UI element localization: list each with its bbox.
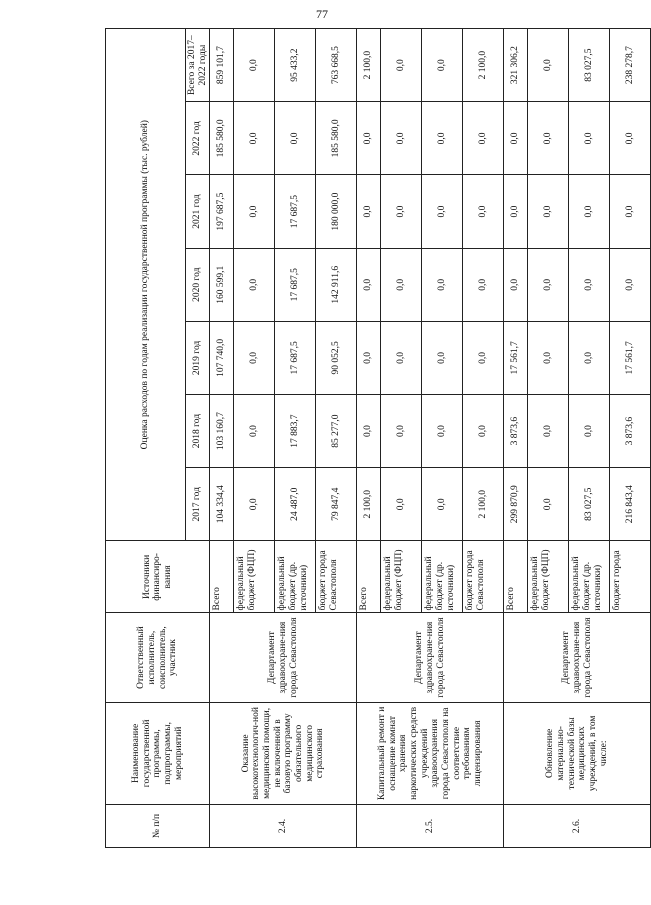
amount-cell: 0,0 — [422, 175, 463, 248]
funding-source: федеральный бюджет (др. источники) — [275, 541, 316, 613]
amount-cell: 17 561,7 — [610, 321, 651, 394]
amount-cell: 17 687,5 — [275, 175, 316, 248]
amount-cell: 0,0 — [357, 102, 381, 175]
table-body — [106, 29, 651, 848]
financing-table — [105, 28, 651, 848]
amount-cell: 85 277,0 — [316, 395, 357, 468]
amount-cell: 0,0 — [381, 102, 422, 175]
amount-cell: 180 000,0 — [316, 175, 357, 248]
amount-cell: 0,0 — [422, 468, 463, 541]
amount-cell: 0,0 — [504, 102, 528, 175]
amount-cell: 0,0 — [381, 175, 422, 248]
amount-cell: 0,0 — [381, 321, 422, 394]
header-year-2021: 2021 год — [186, 175, 210, 248]
header-year-2017: 2017 год — [186, 468, 210, 541]
amount-cell: 17 883,7 — [275, 395, 316, 468]
amount-cell: 0,0 — [463, 321, 504, 394]
total-cell: 0,0 — [381, 29, 422, 102]
amount-cell: 0,0 — [381, 395, 422, 468]
page-number: 77 — [316, 7, 328, 21]
funding-source: бюджет города Севастополя — [316, 541, 357, 613]
amount-cell: 160 599,1 — [210, 248, 234, 321]
amount-cell: 0,0 — [610, 248, 651, 321]
header-year-2018: 2018 год — [186, 395, 210, 468]
amount-cell: 24 487,0 — [275, 468, 316, 541]
amount-cell: 0,0 — [528, 102, 569, 175]
item-number: 2.6. — [504, 804, 651, 847]
amount-cell: 299 870,9 — [504, 468, 528, 541]
amount-cell: 0,0 — [569, 248, 610, 321]
amount-cell: 104 334,4 — [210, 468, 234, 541]
amount-cell: 0,0 — [528, 468, 569, 541]
item-name: Капитальный ремонт и оснащение комнат хранения наркотических средств учреждений здравоохранения города Севастополя на соответствие требованиям лицензирования — [357, 702, 504, 804]
amount-cell: 0,0 — [357, 395, 381, 468]
item-responsible: Департамент здравоохране-ния города Севастополя — [210, 613, 357, 702]
amount-cell: 0,0 — [357, 248, 381, 321]
amount-cell: 0,0 — [234, 248, 275, 321]
header-name: Наименование государственной программы, подпрограммы, мероприятий — [106, 702, 210, 804]
amount-cell: 216 843,4 — [610, 468, 651, 541]
amount-cell: 0,0 — [569, 395, 610, 468]
header-year-2019: 2019 год — [186, 321, 210, 394]
funding-source: Всего — [357, 541, 381, 613]
amount-cell: 103 160,7 — [210, 395, 234, 468]
amount-cell: 0,0 — [422, 395, 463, 468]
funding-source: федеральный бюджет (ФЦП) — [528, 541, 569, 613]
funding-source: бюджет города Севастополя — [463, 541, 504, 613]
amount-cell: 0,0 — [569, 102, 610, 175]
amount-cell: 0,0 — [569, 321, 610, 394]
amount-cell: 0,0 — [504, 175, 528, 248]
amount-cell: 0,0 — [610, 102, 651, 175]
table-row — [210, 29, 234, 848]
rotated-table-container — [105, 28, 635, 848]
amount-cell: 0,0 — [463, 248, 504, 321]
amount-cell: 0,0 — [422, 248, 463, 321]
funding-source: Всего — [504, 541, 528, 613]
amount-cell: 0,0 — [234, 102, 275, 175]
amount-cell: 17 687,5 — [275, 321, 316, 394]
header-row-1 — [106, 29, 186, 848]
amount-cell: 0,0 — [528, 395, 569, 468]
funding-source: бюджет города — [610, 541, 651, 613]
amount-cell: 107 740,0 — [210, 321, 234, 394]
amount-cell: 0,0 — [357, 175, 381, 248]
amount-cell: 0,0 — [463, 395, 504, 468]
amount-cell: 0,0 — [610, 175, 651, 248]
amount-cell: 17 687,5 — [275, 248, 316, 321]
amount-cell: 185 580,0 — [316, 102, 357, 175]
total-cell: 763 668,5 — [316, 29, 357, 102]
total-cell: 2 100,0 — [357, 29, 381, 102]
funding-source: Всего — [210, 541, 234, 613]
amount-cell: 0,0 — [528, 248, 569, 321]
amount-cell: 142 911,6 — [316, 248, 357, 321]
amount-cell: 3 873,6 — [610, 395, 651, 468]
header-responsible: Ответственный исполнитель, соисполнитель, участник — [106, 613, 210, 702]
header-year-2020: 2020 год — [186, 248, 210, 321]
funding-source: федеральный бюджет (ФЦП) — [381, 541, 422, 613]
table-row — [504, 29, 528, 848]
item-responsible: Департамент здравоохране-ния города Севастополя — [504, 613, 651, 702]
header-sources: Источники финансиро-вания — [106, 541, 210, 613]
funding-source: федеральный бюджет (ФЦП) — [234, 541, 275, 613]
total-cell: 321 306,2 — [504, 29, 528, 102]
amount-cell: 83 027,5 — [569, 468, 610, 541]
item-number: 2.5. — [357, 804, 504, 847]
header-num: № п/п — [106, 804, 210, 847]
header-estimate: Оценка расходов по годам реализации государственной программы (тыс. рублей) — [106, 29, 186, 541]
total-cell: 0,0 — [234, 29, 275, 102]
amount-cell: 0,0 — [463, 102, 504, 175]
total-cell: 859 101,7 — [210, 29, 234, 102]
amount-cell: 17 561,7 — [504, 321, 528, 394]
amount-cell: 2 100,0 — [357, 468, 381, 541]
amount-cell: 185 580,0 — [210, 102, 234, 175]
amount-cell: 0,0 — [234, 468, 275, 541]
amount-cell: 0,0 — [275, 102, 316, 175]
amount-cell: 0,0 — [234, 321, 275, 394]
amount-cell: 0,0 — [422, 321, 463, 394]
header-year-2022: 2022 год — [186, 102, 210, 175]
amount-cell: 2 100,0 — [463, 468, 504, 541]
item-responsible: Департамент здравоохране-ния города Севастополя — [357, 613, 504, 702]
total-cell: 95 433,2 — [275, 29, 316, 102]
amount-cell: 0,0 — [357, 321, 381, 394]
item-name: Оказание высокотехнологич-ной медицинской помощи, не включенной в базовую программу обязательного медицинского страхования — [210, 702, 357, 804]
amount-cell: 0,0 — [504, 248, 528, 321]
total-cell: 0,0 — [422, 29, 463, 102]
amount-cell: 0,0 — [528, 321, 569, 394]
item-name: Обновление материально-технической базы медицинских учреждений, в том числе: — [504, 702, 651, 804]
total-cell: 238 278,7 — [610, 29, 651, 102]
total-cell: 0,0 — [528, 29, 569, 102]
amount-cell: 0,0 — [381, 468, 422, 541]
total-cell: 2 100,0 — [463, 29, 504, 102]
amount-cell: 3 873,6 — [504, 395, 528, 468]
amount-cell: 0,0 — [422, 102, 463, 175]
amount-cell: 90 052,5 — [316, 321, 357, 394]
funding-source: федеральный бюджет (др. источники) — [422, 541, 463, 613]
amount-cell: 0,0 — [569, 175, 610, 248]
table-row — [357, 29, 381, 848]
amount-cell: 0,0 — [234, 395, 275, 468]
amount-cell: 0,0 — [381, 248, 422, 321]
total-cell: 83 027,5 — [569, 29, 610, 102]
amount-cell: 0,0 — [528, 175, 569, 248]
amount-cell: 79 847,4 — [316, 468, 357, 541]
amount-cell: 197 687,5 — [210, 175, 234, 248]
amount-cell: 0,0 — [234, 175, 275, 248]
funding-source: федеральный бюджет (др. источники) — [569, 541, 610, 613]
amount-cell: 0,0 — [463, 175, 504, 248]
header-total: Всего за 2017–2022 годы — [186, 29, 210, 102]
item-number: 2.4. — [210, 804, 357, 847]
